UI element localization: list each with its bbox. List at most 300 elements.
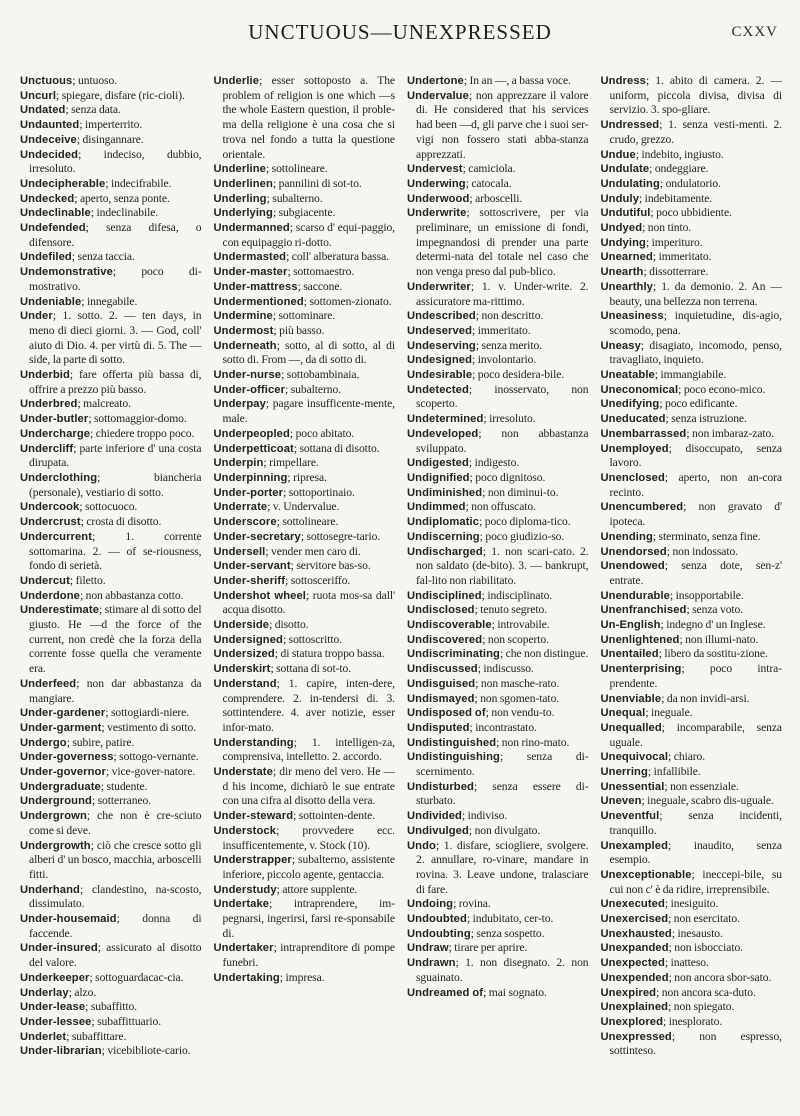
dictionary-entry — [214, 177, 396, 192]
entry-definition: ; rimpellare. — [263, 456, 319, 470]
dictionary-entry — [20, 412, 202, 427]
dictionary-entry — [20, 89, 202, 104]
entry-definition: ; non vendu-to. — [485, 706, 555, 720]
entry-headword: Unequal — [600, 707, 646, 720]
dictionary-entry — [214, 677, 396, 736]
entry-headword: Undercurrent — [20, 530, 93, 543]
entry-headword: Underline — [213, 163, 266, 176]
entry-headword: Undulating — [600, 177, 660, 190]
dictionary-entry — [601, 971, 783, 986]
dictionary-entry — [20, 250, 202, 265]
dictionary-entry — [407, 74, 589, 89]
dictionary-entry — [601, 589, 783, 604]
entry-definition: ; pannilini di sot-to. — [272, 176, 362, 190]
entry-headword: Unending — [600, 530, 653, 543]
dictionary-entry — [214, 295, 396, 310]
entry-headword: Under-sheriff — [213, 574, 286, 587]
dictionary-entry — [601, 162, 783, 177]
entry-headword: Underlet — [20, 1030, 67, 1043]
entry-headword: Undergrown — [20, 810, 87, 823]
dictionary-entry — [214, 515, 396, 530]
entry-definition: ; poco desidera-bile. — [472, 368, 565, 382]
entry-headword: Unendurable — [600, 589, 670, 602]
dictionary-entry — [407, 809, 589, 824]
dictionary-entry — [601, 647, 783, 662]
dictionary-entry — [214, 897, 396, 941]
entry-definition: ; ruota mos-sa dall' acqua disotto. — [222, 588, 395, 617]
dictionary-entry — [214, 471, 396, 486]
entry-headword: Under-housemaid — [20, 913, 117, 926]
dictionary-entry — [407, 603, 589, 618]
entry-definition: ; inosservato, non scoperto. — [416, 382, 589, 411]
entry-definition: ; ondeggiare. — [649, 162, 709, 176]
entry-headword: Undercharge — [20, 427, 91, 440]
entry-definition: ; non spiegato. — [668, 1000, 735, 1014]
dictionary-entry — [20, 177, 202, 192]
entry-definition: ; introvabile. — [491, 618, 550, 632]
entry-headword: Unenclosed — [600, 471, 665, 484]
entry-headword: Undertaking — [213, 971, 280, 984]
entry-headword: Undermentioned — [213, 295, 304, 308]
entry-definition: ; chiaro. — [668, 750, 706, 764]
entry-headword: Uneasiness — [600, 310, 664, 323]
dictionary-entry — [601, 603, 783, 618]
dictionary-entry — [214, 265, 396, 280]
dictionary-entry — [407, 897, 589, 912]
entry-headword: Understanding — [213, 736, 294, 749]
dictionary-entry — [407, 941, 589, 956]
dictionary-entry — [407, 706, 589, 721]
dictionary-entry — [20, 148, 202, 177]
entry-headword: Under-garment — [20, 721, 102, 734]
entry-definition: ; subire, patire. — [66, 735, 135, 749]
dictionary-entry — [601, 1015, 783, 1030]
entry-definition: ; non descritto. — [475, 309, 544, 323]
entry-definition: ; sottoportinaio. — [283, 485, 355, 499]
entry-headword: Underlay — [20, 986, 69, 999]
entry-definition: ; inesausto. — [671, 926, 723, 940]
entry-definition: ; disotto. — [269, 618, 309, 632]
entry-definition: ; libero da sostitu-zione. — [658, 647, 768, 661]
entry-headword: Unexpired — [600, 986, 657, 999]
entry-headword: Unexpressed — [600, 1030, 672, 1043]
dictionary-entry — [601, 280, 783, 309]
dictionary-entry — [601, 177, 783, 192]
entry-definition: ; 1. senza vesti-menti. 2. crudo, grezzo. — [609, 118, 782, 146]
entry-headword: Undeserved — [407, 324, 473, 337]
entry-headword: Underwrite — [407, 207, 467, 220]
entry-definition: ; 1. disfare, sciogliere, svolgere. 2. annullare, ro-vinare, mandare in rovina. 3. Leave undone, tralasciare di fare. — [416, 838, 589, 896]
dictionary-entry — [601, 192, 783, 207]
entry-definition: ; provvedere ecc. insufficentemente, v. Stock (10). — [222, 823, 395, 852]
entry-definition: ; poco diploma-tico. — [479, 515, 571, 529]
entry-definition: ; inesiguito. — [664, 897, 719, 911]
entry-definition: ; 1. da demonio. 2. An — beauty, una bellezza non terrena. — [609, 279, 782, 308]
dictionary-entry — [20, 809, 202, 838]
entry-headword: Under-porter — [213, 486, 284, 499]
entry-definition: ; sottoguardacac-cia. — [89, 970, 184, 984]
dictionary-entry — [214, 662, 396, 677]
entry-headword: Unexhausted — [600, 927, 672, 940]
entry-definition: ; poco dignitoso. — [469, 470, 546, 484]
entry-headword: Understock — [213, 824, 277, 837]
entry-headword: Under-lessee — [20, 1016, 92, 1028]
entry-headword: Undesigned — [407, 354, 473, 367]
dictionary-entry — [601, 1030, 783, 1059]
dictionary-entry — [20, 765, 202, 780]
column-4 — [601, 74, 783, 1109]
entry-definition: ; vice-gover-natore. — [105, 765, 196, 779]
entry-definition: ; ineguale, scabro dis-uguale. — [641, 794, 774, 808]
entry-definition: ; più basso. — [273, 323, 325, 337]
dictionary-entry — [601, 250, 783, 265]
entry-headword: Undaunted — [20, 119, 80, 132]
entry-headword: Underhand — [20, 883, 80, 896]
entry-definition: ; inquietudine, dis-agio, scomodo, pena. — [609, 309, 782, 337]
entry-definition: ; 1. capire, inten-dere, comprendere. 2. in-tendersi di. 3. sottintendere. 4. aver notizie, esser infor-mato. — [222, 676, 395, 734]
entry-headword: Underpeopled — [213, 427, 290, 440]
dictionary-entry — [601, 750, 783, 765]
entry-definition: ; sottoscrivere, per via preliminare, un emissione di fondi, impegnandosi di prender una parte determi-nata del totale nel caso che non venga preso dal pub-blico. — [416, 206, 589, 279]
dictionary-entry — [601, 74, 783, 118]
dictionary-entry — [601, 794, 783, 809]
dictionary-entry — [601, 530, 783, 545]
entry-headword: Unexpected — [600, 957, 665, 970]
entry-definition: ; 1. v. Under-write. 2. assicuratore ma-rittimo. — [416, 279, 589, 308]
entry-definition: ; incomparabile, senza uguale. — [609, 720, 782, 749]
dictionary-entry — [214, 559, 396, 574]
entry-headword: Undyed — [600, 222, 643, 235]
dictionary-entry — [601, 765, 783, 780]
entry-definition: ; senza difesa, o difensore. — [29, 221, 202, 249]
dictionary-entry — [407, 192, 589, 207]
dictionary-entry — [601, 265, 783, 280]
entry-headword: Underbid — [20, 369, 70, 382]
dictionary-entry — [214, 397, 396, 426]
dictionary-entry — [407, 750, 589, 779]
entry-definition: ; sottogo-vernante. — [113, 750, 199, 764]
dictionary-entry — [601, 206, 783, 221]
entry-definition: ; malcreato. — [77, 397, 131, 411]
entry-definition: ; pagare insufficente-mente, male. — [222, 397, 395, 426]
entry-definition: ; crosta di disotto. — [80, 515, 162, 529]
dictionary-entry — [20, 397, 202, 412]
entry-headword: Undercut — [20, 574, 70, 587]
entry-definition: ; indigesto. — [468, 456, 520, 470]
entry-definition: ; sottomaestro. — [287, 265, 355, 279]
dictionary-entry — [407, 824, 589, 839]
entry-headword: Undemonstrative — [20, 266, 113, 279]
dictionary-entry — [407, 89, 589, 163]
dictionary-entry — [407, 427, 589, 456]
entry-definition: ; indeciso, dubbio, irresoluto. — [29, 147, 202, 176]
dictionary-entry — [214, 971, 396, 986]
dictionary-entry — [20, 986, 202, 1001]
entry-headword: Uncurl — [20, 89, 57, 102]
dictionary-entry — [20, 780, 202, 795]
entry-headword: Undersigned — [213, 633, 283, 646]
dictionary-entry — [601, 706, 783, 721]
dictionary-entry — [601, 383, 783, 398]
entry-headword: Under-governor — [20, 766, 106, 779]
entry-definition: ; non abbastanza sviluppato. — [416, 426, 589, 455]
entry-headword: Unendorsed — [600, 545, 667, 558]
entry-headword: Unexpended — [600, 971, 669, 984]
entry-headword: Unexpanded — [600, 942, 669, 955]
entry-headword: Undetected — [407, 383, 469, 396]
entry-definition: ; sottogiardi-niere. — [105, 706, 190, 720]
entry-headword: Underlie — [213, 75, 260, 87]
entry-definition: ; subgiacente. — [272, 206, 336, 220]
entry-definition: ; scarso d' equi-paggio, con equipaggio ri-dotto. — [222, 221, 395, 249]
entry-headword: Undignified — [407, 471, 470, 484]
entry-headword: Undeclinable — [20, 207, 91, 220]
entry-headword: Underpin — [213, 457, 264, 470]
entry-headword: Undimmed — [407, 501, 466, 514]
dictionary-entry — [407, 368, 589, 383]
entry-headword: Under-lease — [20, 1001, 86, 1014]
entry-headword: Undergraduate — [20, 780, 101, 793]
entry-headword: Understate — [213, 766, 273, 779]
entry-definition: ; immeritato. — [472, 323, 531, 337]
entry-headword: Under — [20, 310, 53, 323]
entry-headword: Unembarrassed — [600, 427, 687, 440]
dictionary-entry — [20, 574, 202, 589]
entry-headword: Underwood — [407, 192, 470, 205]
entry-definition: ; indiviso. — [461, 809, 508, 823]
dictionary-entry — [407, 383, 589, 412]
entry-headword: Undo — [407, 839, 436, 852]
entry-headword: Undivulged — [407, 824, 469, 837]
entry-headword: Under-officer — [213, 383, 286, 396]
entry-definition: ; spiegare, disfare (ric-cioli). — [56, 88, 185, 102]
dictionary-entry — [214, 809, 396, 824]
entry-definition: ; non masche-rato. — [475, 676, 560, 690]
dictionary-entry — [20, 309, 202, 368]
dictionary-entry — [407, 471, 589, 486]
entry-headword: Unexceptionable — [600, 868, 692, 881]
dictionary-entry — [20, 603, 202, 677]
dictionary-entry — [601, 412, 783, 427]
dictionary-entry — [601, 692, 783, 707]
dictionary-entry — [601, 471, 783, 500]
entry-definition: ; alzo. — [68, 985, 97, 999]
entry-definition: ; indebitamente. — [639, 191, 713, 205]
entry-headword: Unequivocal — [600, 751, 669, 764]
entry-definition: ; intraprendere, im-pegnarsi, ingerirsi, farsi re-sponsabile di. — [222, 897, 395, 940]
dictionary-entry — [407, 339, 589, 354]
entry-headword: Undisturbed — [407, 780, 474, 793]
entry-definition: ; donna di faccende. — [29, 912, 202, 940]
entry-headword: Undoubting — [407, 927, 471, 940]
entry-headword: Under-nurse — [213, 369, 282, 382]
entry-definition: ; ciò che cresce sotto gli alberi d' un bosco, macchia, arboscelli fitti. — [29, 838, 202, 881]
dictionary-entry — [407, 912, 589, 927]
entry-definition: ; non offuscato. — [465, 500, 536, 514]
entry-definition: ; intraprenditore di pompe funebri. — [222, 941, 395, 970]
dictionary-entry — [407, 927, 589, 942]
entry-headword: Undiscoverable — [407, 619, 492, 632]
entry-definition: ; incontrastato. — [469, 720, 537, 734]
entry-definition: ; aperto, non an-cora recinto. — [609, 470, 782, 499]
dictionary-entry — [20, 515, 202, 530]
dictionary-entry — [20, 1044, 202, 1059]
entry-headword: Undefiled — [20, 251, 72, 264]
column-3 — [407, 74, 589, 1109]
dictionary-entry — [601, 1000, 783, 1015]
entry-headword: Undefended — [20, 222, 86, 235]
dictionary-entry — [214, 736, 396, 765]
dictionary-entry — [601, 809, 783, 838]
dictionary-entry — [214, 633, 396, 648]
entry-headword: Under-librarian — [20, 1045, 102, 1058]
entry-definition: ; catocala. — [465, 176, 512, 190]
entry-definition: ; non diminui-to. — [482, 485, 559, 499]
entry-definition: ; vestimento di sotto. — [101, 720, 197, 734]
entry-headword: Undisciplined — [407, 589, 482, 602]
dictionary-entry — [601, 118, 783, 147]
dictionary-entry — [407, 986, 589, 1001]
entry-headword: Uneatable — [600, 369, 655, 382]
dictionary-entry — [214, 368, 396, 383]
entry-definition: ; non sgomen-tato. — [474, 691, 560, 705]
entry-headword: Unenlightened — [600, 633, 680, 646]
entry-headword: Undreamed of — [407, 986, 484, 999]
entry-headword: Underpay — [213, 398, 266, 411]
dictionary-entry — [407, 280, 589, 309]
entry-headword: Undisputed — [407, 721, 470, 734]
entry-definition: ; imperterrito. — [79, 118, 143, 132]
dictionary-entry — [214, 383, 396, 398]
entry-headword: Unearthly — [600, 280, 654, 293]
dictionary-entry — [407, 515, 589, 530]
entry-definition: ; immangiabile. — [654, 368, 727, 382]
dictionary-entry — [20, 912, 202, 941]
entry-definition: ; non espresso, sottinteso. — [609, 1029, 782, 1058]
entry-definition: ; subalterno, assistente inferiore, piccolo agente, gentaccia. — [222, 853, 395, 881]
dictionary-entry — [601, 148, 783, 163]
dictionary-entry — [601, 500, 783, 529]
dictionary-entry — [601, 941, 783, 956]
dictionary-entry — [214, 618, 396, 633]
entry-headword: Undress — [600, 75, 646, 87]
dictionary-entry — [20, 750, 202, 765]
entry-definition: ; insopportabile. — [669, 588, 744, 602]
entry-headword: Underscore — [213, 516, 277, 529]
entry-headword: Underlinen — [213, 177, 273, 190]
entry-headword: Unenterprising — [600, 663, 682, 676]
entry-definition: ; v. Undervalue. — [267, 500, 340, 514]
entry-headword: Undervalue — [407, 89, 469, 102]
dictionary-entry — [20, 265, 202, 294]
dictionary-entry — [20, 221, 202, 250]
dictionary-entry — [601, 721, 783, 750]
entry-headword: Undescribed — [407, 310, 476, 323]
dictionary-entry — [601, 442, 783, 471]
dictionary-entry — [601, 309, 783, 338]
dictionary-entry — [407, 647, 589, 662]
entry-headword: Undoing — [407, 898, 454, 911]
entry-definition: ; senza sospetto. — [470, 926, 545, 940]
entry-definition: ; indecifrabile. — [105, 176, 172, 190]
entry-definition: ; poco abitato. — [289, 426, 355, 440]
entry-headword: Undersized — [213, 648, 275, 661]
entry-definition: ; sottominare. — [272, 309, 336, 323]
dictionary-entry — [214, 427, 396, 442]
dictionary-entry — [214, 250, 396, 265]
dictionary-entry — [214, 574, 396, 589]
entry-headword: Undercook — [20, 501, 80, 514]
entry-definition: ; sottoscritto. — [282, 632, 343, 646]
dictionary-entry — [601, 912, 783, 927]
dictionary-entry — [601, 618, 783, 633]
entry-headword: Underestimate — [20, 604, 100, 617]
entry-headword: Unequalled — [600, 721, 662, 734]
entry-definition: ; inatteso. — [664, 956, 709, 970]
dictionary-entry — [601, 927, 783, 942]
dictionary-entry — [214, 280, 396, 295]
entry-headword: Undischarged — [407, 545, 483, 558]
entry-definition: ; immeritato. — [652, 250, 712, 264]
entry-definition: ; indebito, ingiusto. — [635, 147, 724, 161]
entry-definition: ; non apprezzare il valore di. He considered that his services had been —d, gli parve che i suoi ser-vigi non fossero stati abba-stanza apprezzati. — [416, 88, 589, 161]
entry-headword: Undeniable — [20, 295, 82, 308]
dictionary-entry — [20, 442, 202, 471]
entry-headword: Undrawn — [407, 957, 456, 970]
dictionary-entry — [601, 897, 783, 912]
entry-definition: ; non indossato. — [666, 544, 739, 558]
entry-definition: ; 1. sotto. 2. — ten days, in meno di dieci giorni. 3. — God, coll' aiuto di Dio. 4. per virtù di. 5. The — side, la parte di sotto. — [29, 309, 202, 367]
entry-definition: ; senza taccia. — [71, 250, 135, 264]
dictionary-entry — [601, 956, 783, 971]
entry-definition: ; poco econo-mico. — [678, 382, 766, 396]
entry-definition: ; poco edificante. — [659, 397, 738, 411]
entry-definition: ; di statura troppo bassa. — [274, 647, 385, 661]
entry-definition: ; 1. non scari-cato. 2. non saldato (de-bito). 3. — bankrupt, fal-lito non riabilitato. — [416, 544, 589, 587]
dictionary-entry — [601, 368, 783, 383]
entry-definition: ; non isbocciato. — [668, 941, 743, 955]
dictionary-entry — [20, 839, 202, 883]
entry-headword: Uneven — [600, 795, 642, 808]
entry-headword: Unedifying — [600, 398, 660, 411]
dictionary-entry — [601, 397, 783, 412]
dictionary-entry — [20, 736, 202, 751]
entry-definition: ; senza di-scernimento. — [416, 750, 589, 779]
entry-definition: ; vender men caro di. — [265, 544, 361, 558]
dictionary-entry — [407, 956, 589, 985]
dictionary-entry — [407, 309, 589, 324]
dictionary-entry — [20, 1015, 202, 1030]
entry-definition: ; arboscelli. — [469, 191, 523, 205]
dictionary-entry — [407, 162, 589, 177]
entry-definition: ; sottolineare. — [266, 162, 328, 176]
dictionary-entry — [214, 765, 396, 809]
dictionary-entry — [214, 824, 396, 853]
entry-definition: ; sottomaggior-domo. — [88, 412, 187, 426]
entry-definition: ; biancheria (personale), vestiario di sotto. — [29, 470, 202, 499]
entry-definition: ; non essenziale. — [664, 779, 739, 793]
entry-headword: Underground — [20, 795, 92, 808]
entry-definition: ; ondulatorio. — [659, 176, 721, 190]
entry-headword: Unearth — [600, 266, 644, 279]
entry-definition: ; 1. abito di camera. 2. — uniform, piccola divisa, divisa di servizio. 3. spo-gliare. — [609, 74, 782, 117]
dictionary-entry — [407, 412, 589, 427]
dictionary-entry — [214, 206, 396, 221]
entry-definition: ; sottosegre-tario. — [300, 529, 381, 543]
dictionary-entry — [407, 456, 589, 471]
entry-headword: Undutiful — [600, 207, 651, 220]
entry-headword: Undecided — [20, 148, 79, 161]
